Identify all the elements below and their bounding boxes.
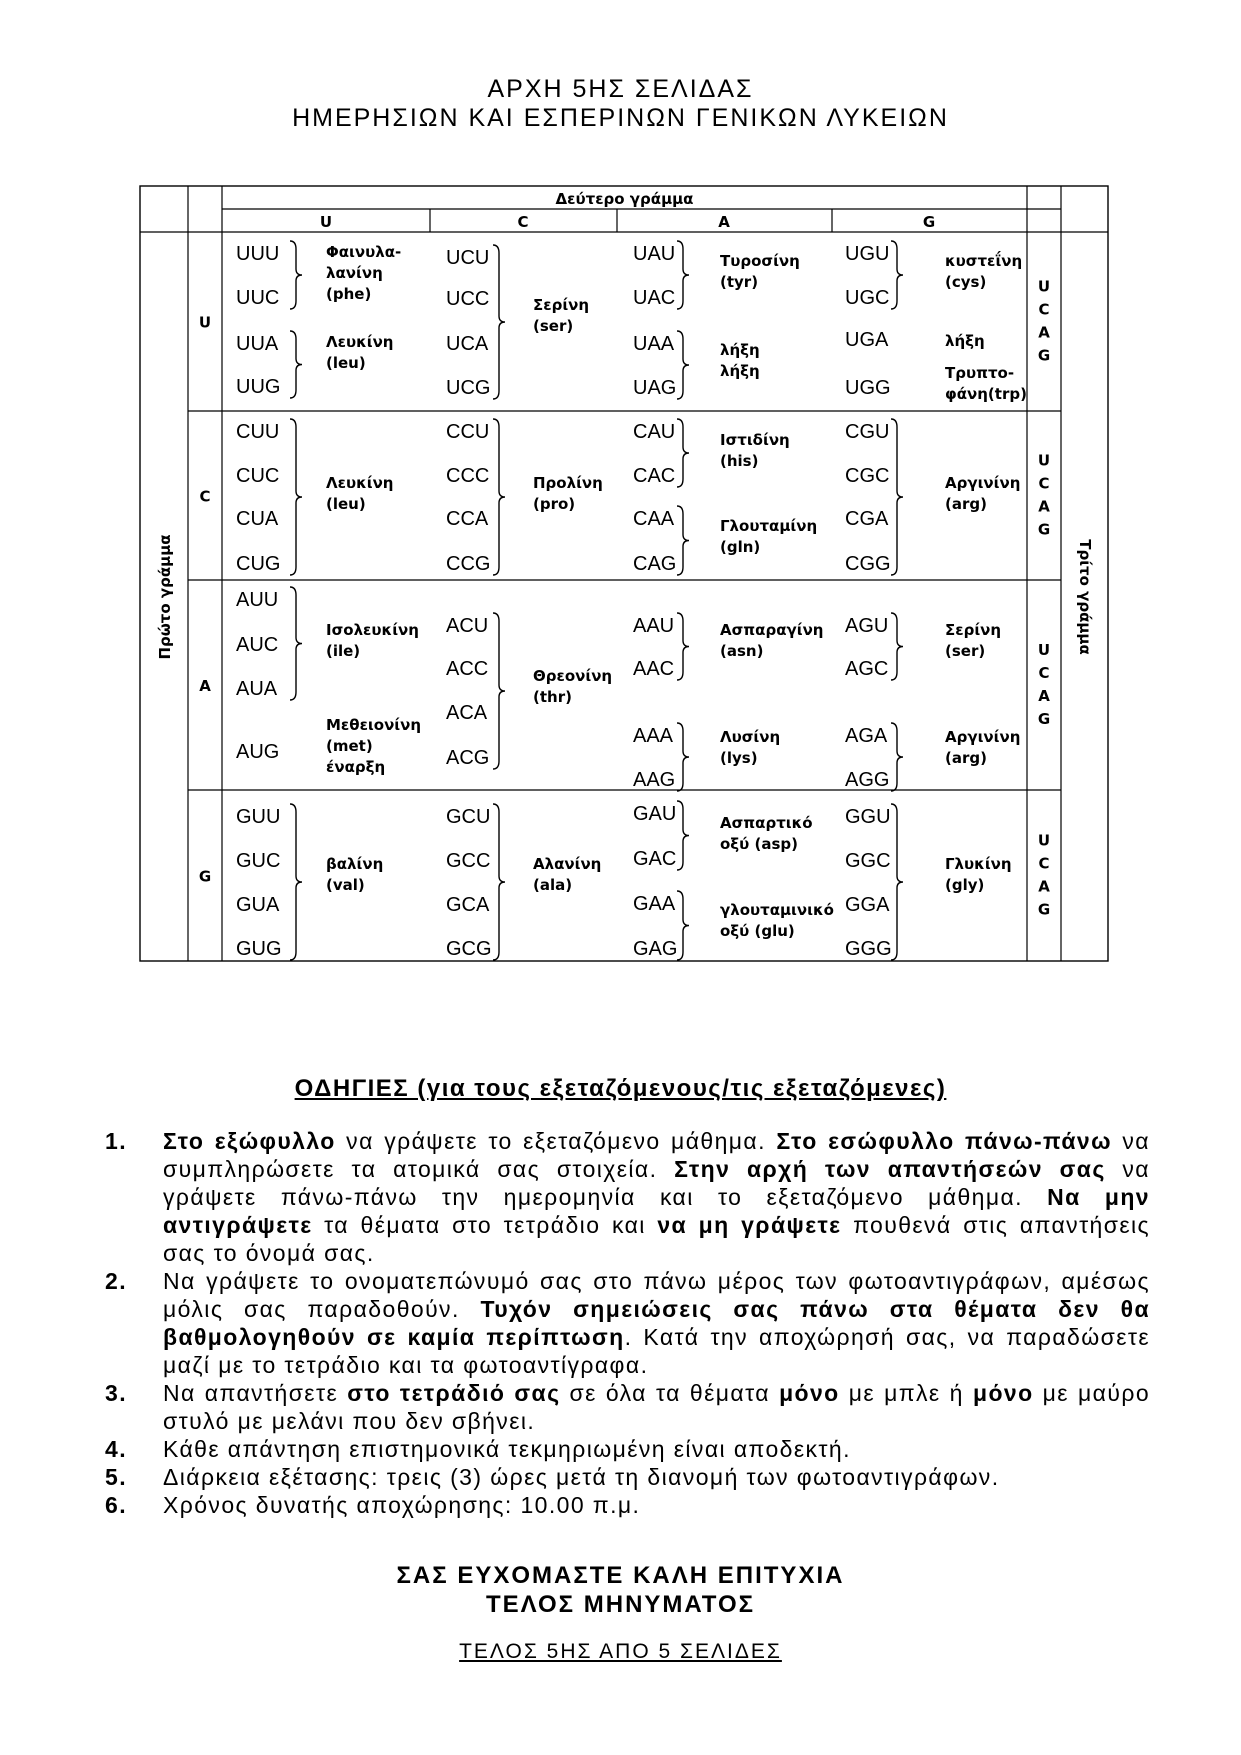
- amino-acid-label: (arg): [945, 749, 987, 767]
- codon: UGC: [845, 287, 890, 309]
- codon: CUA: [236, 508, 279, 530]
- amino-acid-label: (val): [326, 876, 365, 894]
- codon: AAA: [633, 725, 674, 747]
- codon: UCA: [446, 333, 489, 355]
- codon-brace: [677, 331, 689, 399]
- amino-acid-label: Λευκίνη: [326, 333, 394, 351]
- instruction-segment: Κάθε απάντηση επιστημονικά τεκμηριωμένη είναι αποδεκτή.: [163, 1436, 851, 1462]
- instruction-emphasis: Στην αρχή των απαντήσεών σας: [674, 1156, 1106, 1182]
- amino-acid-label: Λευκίνη: [326, 474, 394, 492]
- codon: CUU: [236, 421, 280, 443]
- instruction-number: 5.: [105, 1464, 127, 1490]
- amino-acid-label: Αλανίνη: [533, 855, 602, 873]
- codon: UUA: [236, 333, 279, 355]
- codon: AUU: [236, 589, 279, 611]
- codon: CCG: [446, 553, 491, 575]
- codon: AGA: [845, 725, 888, 747]
- codon: AAC: [633, 658, 675, 680]
- codon-brace: [290, 804, 302, 960]
- codon: ACG: [446, 747, 490, 769]
- codon: GCC: [446, 850, 491, 872]
- codon: UAU: [633, 243, 676, 265]
- amino-acid-label: Τυροσίνη: [720, 252, 800, 270]
- codon-brace: [290, 241, 302, 309]
- codon-brace: [677, 419, 689, 487]
- codon-brace: [677, 241, 689, 309]
- codon: CGG: [845, 553, 891, 575]
- third-letter: C: [1038, 854, 1050, 873]
- amino-acid-label: φάνη(trp): [945, 385, 1027, 403]
- codon: CGC: [845, 465, 890, 487]
- amino-acid-label: λήξη: [945, 332, 985, 350]
- amino-acid-label: κυστεΐνη: [945, 252, 1023, 270]
- third-letter: C: [1038, 300, 1050, 319]
- third-letter: U: [1037, 277, 1051, 296]
- instruction-item: [105, 1435, 1150, 1463]
- instruction-segment: να γράψετε πάνω-πάνω την ημερομηνία και το εξεταζόμενο μάθημα.: [163, 1156, 1150, 1210]
- amino-acid-label: (leu): [326, 495, 366, 513]
- instruction-segment: τα θέματα στο τετράδιο και: [312, 1212, 658, 1238]
- second-letter-header: G: [922, 213, 936, 231]
- amino-acid-label: Προλίνη: [533, 474, 603, 492]
- codon: UGA: [845, 329, 889, 351]
- codon-brace: [891, 613, 903, 680]
- codon: GAC: [633, 848, 677, 870]
- amino-acid-label: (tyr): [720, 273, 759, 291]
- codon: AAG: [633, 769, 676, 791]
- codon: CAA: [633, 508, 675, 530]
- second-letter-header: U: [319, 213, 333, 231]
- amino-acid-label: Σερίνη: [945, 621, 1002, 639]
- first-letter-label: Πρώτο γράμμα: [156, 534, 174, 660]
- codon: UAA: [633, 333, 675, 355]
- amino-acid-label: (ile): [326, 642, 361, 660]
- page-header-line-1: ΑΡΧΗ 5ΗΣ ΣΕΛΙΔΑΣ: [487, 75, 754, 103]
- instructions-list: [105, 1127, 1150, 1519]
- second-letter-header: C: [517, 213, 529, 231]
- codon: UCC: [446, 288, 490, 310]
- codon: GAU: [633, 803, 677, 825]
- codon: CGA: [845, 508, 889, 530]
- amino-acid-label: (thr): [533, 688, 572, 706]
- codon: CCU: [446, 421, 490, 443]
- instruction-segment: σε όλα τα θέματα: [560, 1380, 780, 1406]
- amino-acid-label: (asn): [720, 642, 764, 660]
- closing-wish: ΣΑΣ ΕΥΧΟΜΑΣΤΕ ΚΑΛΗ ΕΠΙΤΥΧΙΑ: [396, 1562, 845, 1589]
- amino-acid-label: (gln): [720, 538, 761, 556]
- codon-brace: [891, 723, 903, 791]
- codon: UAG: [633, 377, 677, 399]
- amino-acid-label: (ser): [533, 317, 574, 335]
- codon: AUG: [236, 741, 280, 763]
- instruction-emphasis: Τυχόν σημειώσεις σας πάνω στα θέματα δεν θα βαθμολογηθούν σε καμία περίπτωση: [163, 1296, 1151, 1350]
- codon-brace: [891, 804, 903, 960]
- amino-acid-label: Ασπαραγίνη: [720, 621, 824, 639]
- amino-acid-label: Λυσίνη: [720, 728, 781, 746]
- codon: ACA: [446, 702, 488, 724]
- amino-acid-label: (arg): [945, 495, 987, 513]
- codon: CCA: [446, 508, 489, 530]
- codon: UUU: [236, 243, 280, 265]
- amino-acid-label: Τρυπτο-: [945, 364, 1015, 382]
- codon: UUC: [236, 287, 280, 309]
- codon: AUA: [236, 678, 278, 700]
- codon-brace: [677, 506, 689, 575]
- instructions-title: ΟΔΗΓΙΕΣ (για τους εξεταζόμενους/τις εξεταζόμενες): [294, 1075, 947, 1102]
- instruction-item: [105, 1491, 1150, 1519]
- instruction-segment: . Κατά την αποχώρησή σας, να παραδώσετε μαζί με το τετράδιο και τα φωτοαντίγραφα.: [163, 1324, 1150, 1378]
- instruction-item: [105, 1379, 1150, 1435]
- instruction-number: 3.: [105, 1380, 127, 1406]
- codon: ACC: [446, 658, 489, 680]
- codon: UGG: [845, 377, 891, 399]
- first-letter: U: [198, 313, 212, 332]
- codon: AGU: [845, 615, 889, 637]
- amino-acid-label: Αργινίνη: [945, 474, 1021, 492]
- codon-brace: [677, 723, 689, 791]
- amino-acid-label: Γλυκίνη: [945, 855, 1012, 873]
- amino-acid-label: οξύ (asp): [720, 835, 799, 853]
- instruction-emphasis: Να μην αντιγράψετε: [163, 1184, 1150, 1238]
- codon: UCG: [446, 377, 491, 399]
- codon: GGU: [845, 806, 891, 828]
- amino-acid-label: Ιστιδίνη: [720, 431, 790, 449]
- codon: GUC: [236, 850, 281, 872]
- amino-acid-label: (ser): [945, 642, 986, 660]
- instruction-segment: Να απαντήσετε: [163, 1380, 348, 1406]
- amino-acid-label: (pro): [533, 495, 576, 513]
- codon: CAU: [633, 421, 676, 443]
- instruction-number: 6.: [105, 1492, 127, 1518]
- instruction-emphasis: Στο εσώφυλλο πάνω-πάνω: [776, 1128, 1112, 1154]
- codon: CAG: [633, 553, 677, 575]
- codon-brace: [493, 245, 505, 399]
- codon-brace: [891, 419, 903, 575]
- codon-brace: [891, 241, 903, 309]
- amino-acid-label: Γλουταμίνη: [720, 517, 818, 535]
- amino-acid-label: γλουταμινικό: [720, 901, 834, 919]
- instruction-number: 2.: [105, 1268, 127, 1294]
- third-letter: U: [1037, 451, 1051, 470]
- amino-acid-label: οξύ (glu): [720, 922, 795, 940]
- amino-acid-label: λήξη: [720, 362, 760, 380]
- table-border: [140, 186, 1108, 961]
- instruction-segment: με μπλε ή: [839, 1380, 973, 1406]
- amino-acid-label: (ala): [533, 876, 573, 894]
- codon: GCA: [446, 894, 490, 916]
- codon: CGU: [845, 421, 890, 443]
- codon-brace: [493, 804, 505, 960]
- closing-end-message: ΤΕΛΟΣ ΜΗΝΥΜΑΤΟΣ: [485, 1591, 756, 1618]
- instruction-item: [105, 1127, 1150, 1267]
- amino-acid-label: (gly): [945, 876, 985, 894]
- first-letter: G: [198, 867, 212, 886]
- instruction-text: [163, 1491, 1150, 1519]
- amino-acid-label: έναρξη: [326, 758, 386, 776]
- codon-brace: [493, 419, 505, 575]
- instruction-text: [163, 1127, 1150, 1267]
- instruction-number: 4.: [105, 1436, 127, 1462]
- codon: GCU: [446, 806, 491, 828]
- amino-acid-label: Θρεονίνη: [533, 667, 613, 685]
- instruction-segment: να συμπληρώσετε τα ατομικά σας στοιχεία.: [163, 1128, 1151, 1182]
- codon: UCU: [446, 247, 490, 269]
- codon: GAA: [633, 893, 676, 915]
- amino-acid-label: (phe): [326, 285, 372, 303]
- codon-brace: [677, 891, 689, 960]
- codon: GAG: [633, 938, 678, 960]
- instruction-emphasis: μόνο: [972, 1380, 1034, 1406]
- codon-brace: [677, 613, 689, 680]
- codon: UUG: [236, 376, 281, 398]
- codon: CUC: [236, 465, 280, 487]
- codon-brace: [290, 587, 302, 700]
- instruction-segment: με μαύρο στυλό με μελάνι που δεν σβήνει.: [163, 1380, 1151, 1434]
- codon: CUG: [236, 553, 281, 575]
- amino-acid-label: Μεθειονίνη: [326, 716, 422, 734]
- third-letter: U: [1037, 831, 1051, 850]
- amino-acid-label: (met): [326, 737, 373, 755]
- codon: AAU: [633, 615, 675, 637]
- instruction-segment: να γράψετε το εξεταζόμενο μάθημα.: [335, 1128, 777, 1154]
- codon: GCG: [446, 938, 492, 960]
- codon-brace: [493, 613, 505, 769]
- third-letter: A: [1038, 687, 1050, 705]
- instruction-segment: Να γράψετε το ονοματεπώνυμό σας στο πάνω μέρος των φωτοαντιγράφων, αμέσως μόλις σας παραδοθούν.: [163, 1268, 1150, 1322]
- instruction-text: [163, 1379, 1150, 1435]
- codon-brace: [677, 801, 689, 870]
- amino-acid-label: (his): [720, 452, 759, 470]
- amino-acid-label: λανίνη: [326, 264, 383, 282]
- third-letter: U: [1037, 641, 1051, 659]
- codon: CCC: [446, 465, 490, 487]
- third-letter: C: [1038, 474, 1050, 493]
- second-letter-header: A: [718, 213, 730, 231]
- third-letter: A: [1038, 877, 1050, 896]
- codon: AGG: [845, 769, 890, 791]
- instruction-emphasis: στο τετράδιό σας: [347, 1380, 561, 1406]
- instruction-item: [105, 1267, 1150, 1379]
- instruction-text: [163, 1463, 1150, 1491]
- third-letter: G: [1037, 710, 1051, 728]
- amino-acid-label: λήξη: [720, 341, 760, 359]
- amino-acid-label: Φαινυλα-: [326, 243, 402, 261]
- third-letter-label: Τρίτο γράμμα: [1076, 539, 1094, 655]
- third-letter: G: [1037, 900, 1051, 919]
- amino-acid-label: (lys): [720, 749, 758, 767]
- amino-acid-label: Σερίνη: [533, 296, 590, 314]
- codon-brace: [290, 331, 302, 398]
- instruction-segment: πουθενά στις απαντήσεις σας το όνομά σας.: [163, 1212, 1150, 1266]
- amino-acid-label: Αργινίνη: [945, 728, 1021, 746]
- page-footer: ΤΕΛΟΣ 5ΗΣ ΑΠΟ 5 ΣΕΛΙΔΕΣ: [459, 1640, 782, 1663]
- third-letter: G: [1037, 520, 1051, 539]
- amino-acid-label: (leu): [326, 354, 366, 372]
- third-letter: C: [1038, 664, 1050, 682]
- amino-acid-label: βαλίνη: [326, 855, 384, 873]
- codon: GGG: [845, 938, 892, 960]
- codon: AUC: [236, 634, 279, 656]
- amino-acid-label: Ασπαρτικό: [720, 814, 813, 832]
- instruction-segment: Διάρκεια εξέτασης: τρεις (3) ώρες μετά τη διανομή των φωτοαντιγράφων.: [163, 1464, 1000, 1490]
- codon: GGA: [845, 894, 890, 916]
- codon: GGC: [845, 850, 891, 872]
- codon: GUA: [236, 894, 280, 916]
- codon-brace: [290, 419, 302, 575]
- third-letter: A: [1038, 497, 1050, 516]
- first-letter: A: [199, 677, 211, 695]
- instruction-number: 1.: [105, 1128, 127, 1154]
- page-header-line-2: ΗΜΕΡΗΣΙΩΝ ΚΑΙ ΕΣΠΕΡΙΝΩΝ ΓΕΝΙΚΩΝ ΛΥΚΕΙΩΝ: [292, 104, 949, 132]
- codon: UGU: [845, 243, 890, 265]
- second-letter-label: Δεύτερο γράμμα: [555, 190, 694, 208]
- instruction-emphasis: να μη γράψετε: [657, 1212, 842, 1238]
- first-letter: C: [199, 487, 211, 506]
- codon: UAC: [633, 287, 676, 309]
- amino-acid-label: (cys): [945, 273, 987, 291]
- codon: AGC: [845, 658, 889, 680]
- instruction-emphasis: μόνο: [779, 1380, 840, 1406]
- instruction-text: [163, 1267, 1150, 1379]
- instruction-segment: Χρόνος δυνατής αποχώρησης: 10.00 π.μ.: [163, 1492, 641, 1518]
- third-letter: G: [1037, 346, 1051, 365]
- instruction-text: [163, 1435, 1150, 1463]
- third-letter: A: [1038, 323, 1050, 342]
- instruction-emphasis: Στο εξώφυλλο: [163, 1128, 336, 1154]
- amino-acid-label: Ισολευκίνη: [326, 621, 419, 639]
- codon: GUU: [236, 806, 281, 828]
- codon: ACU: [446, 615, 489, 637]
- codon: CAC: [633, 465, 676, 487]
- instruction-item: [105, 1463, 1150, 1491]
- codon: GUG: [236, 938, 282, 960]
